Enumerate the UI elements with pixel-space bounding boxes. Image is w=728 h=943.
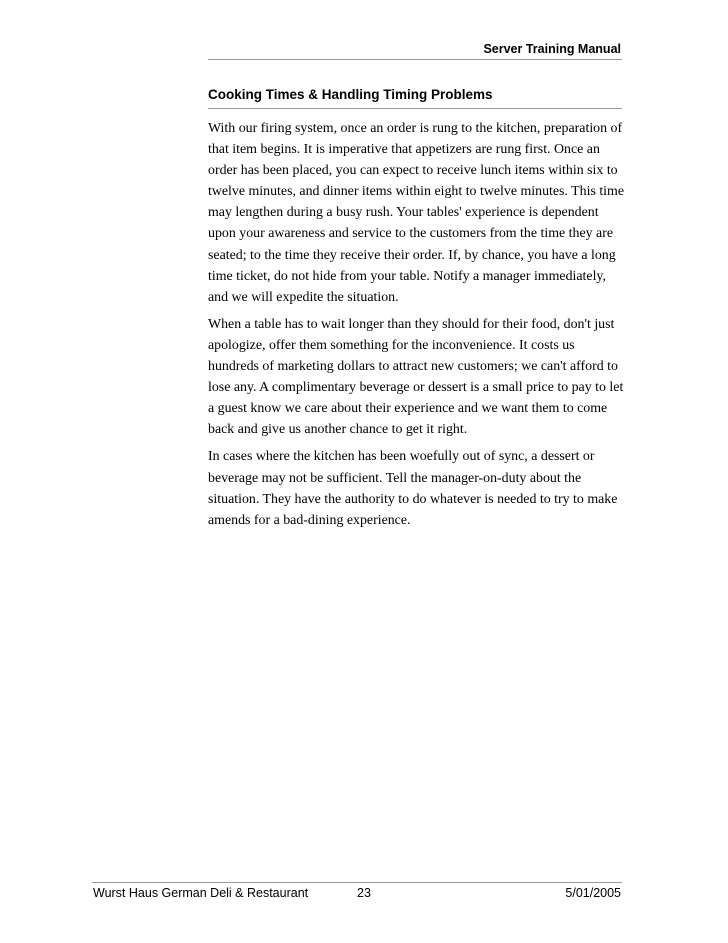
- footer-restaurant-name: Wurst Haus German Deli & Restaurant: [93, 886, 309, 900]
- header-divider: [208, 59, 622, 60]
- footer-date: 5/01/2005: [565, 886, 621, 900]
- footer-page-number: 23: [357, 886, 371, 900]
- running-header-title: Server Training Manual: [483, 42, 621, 56]
- section-heading: Cooking Times & Handling Timing Problems: [208, 87, 493, 102]
- paragraph-kitchen-out-of-sync: In cases where the kitchen has been woefully out of sync, a dessert or beverage may not be sufficient. Tell the manager-on-duty about the situation. They have the authority to do whatever is needed to try to make amends for a bad-dining experience.: [208, 449, 618, 528]
- footer-divider: [92, 882, 622, 883]
- paragraph-long-wait: When a table has to wait longer than they should for their food, don't just apologize, offer them something for the inconvenience. It costs us hundreds of marketing dollars to attract new customers; we can't afford to lose any. A complimentary beverage or dessert is a small price to pay to let a guest know we care about their experience and we want them to come back and give us another chance to get it right.: [208, 316, 624, 438]
- paragraph-cooking-times: With our firing system, once an order is rung to the kitchen, preparation of that item begins. It is imperative that appetizers are rung first. Once an order has been placed, you can expect to receive lunch items within six to twelve minutes, and dinner items within eight to twelve minutes. This time may lengthen during a busy rush. Your tables' experience is dependent upon your awareness and service to the customers from the time they are seated; to the time they receive their order. If, by chance, you have a long time ticket, do not hide from your table. Notify a manager immediately, and we will expedite the situation.: [208, 121, 625, 305]
- body-text: [208, 118, 624, 537]
- section-divider: [208, 108, 622, 109]
